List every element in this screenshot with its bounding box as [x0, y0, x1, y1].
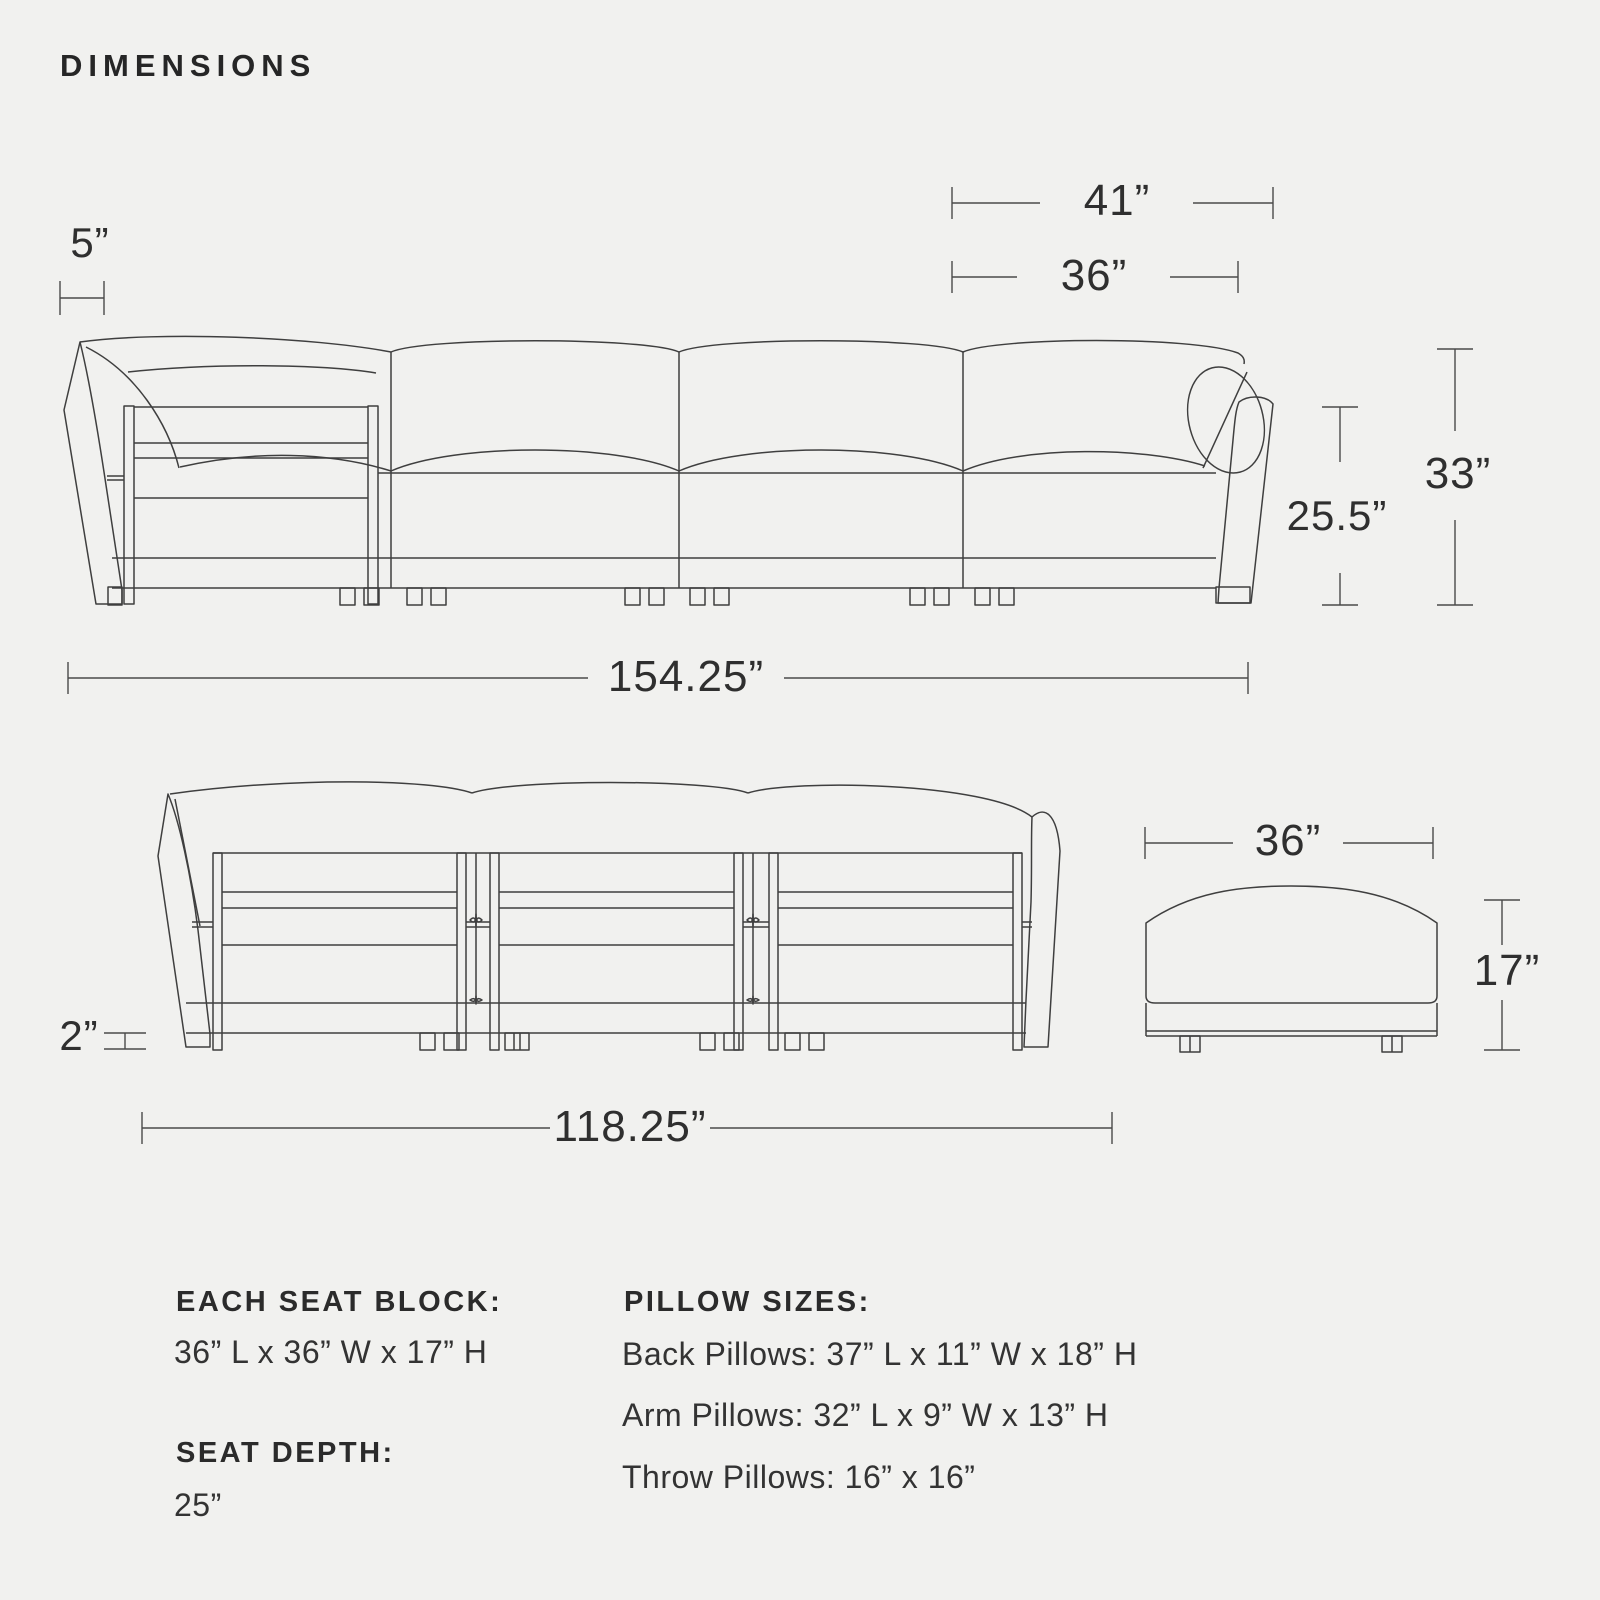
front-bolster-seam [1203, 372, 1247, 468]
sofa-back-view-drawing [158, 782, 1060, 1050]
front-left-arm [64, 342, 122, 604]
ottoman-base [1146, 1003, 1437, 1036]
front-base-lines [112, 558, 1216, 588]
seat-block-heading: EACH SEAT BLOCK: [176, 1286, 503, 1318]
dim-label-36in: 36” [1060, 251, 1128, 300]
back-top-outline [170, 782, 1032, 817]
back-seam-pinches [470, 914, 759, 1004]
front-top-outline [80, 336, 1244, 364]
front-ladder-post-left [124, 406, 134, 604]
seat-block-value: 36” L x 36” W x 17” H [174, 1334, 488, 1370]
dim-label-2in: 2” [59, 1012, 99, 1059]
dim-label-arm-5in: 5” [70, 219, 110, 266]
front-corner-top-seam [128, 366, 376, 373]
front-back-cushion-swoops [180, 450, 1205, 471]
dim-line-2in [104, 1033, 146, 1049]
back-frame3-post-left [769, 853, 778, 1050]
dim-label-154-25in: 154.25” [607, 652, 765, 701]
dim-label-25-5in: 25.5” [1286, 492, 1388, 539]
ottoman-legs [1180, 1036, 1402, 1052]
back-right-arm [1024, 812, 1060, 1047]
back-frame-rails [222, 892, 1013, 945]
front-legs [340, 588, 1014, 605]
dim-label-ottoman-17in: 17” [1473, 946, 1541, 995]
back-connector-bars [192, 922, 1032, 927]
dim-label-118-25in: 118.25” [553, 1102, 707, 1151]
pillow-sizes-throw: Throw Pillows: 16” x 16” [622, 1459, 976, 1495]
ottoman-drawing [1146, 886, 1437, 1052]
front-left-foot [108, 587, 122, 605]
front-right-foot [1216, 587, 1250, 603]
back-base-lines [186, 1003, 1026, 1033]
back-frame2-post-right [734, 853, 743, 1050]
back-left-arm [158, 794, 210, 1047]
seat-depth-value: 25” [174, 1487, 222, 1523]
ottoman-cushion [1146, 886, 1437, 1003]
page-title: DIMENSIONS [60, 48, 317, 83]
back-frame1-post-right [457, 853, 466, 1050]
pillow-sizes-heading: PILLOW SIZES: [624, 1286, 871, 1318]
dim-label-41in: 41” [1083, 176, 1151, 225]
back-frame3-post-right [1013, 853, 1022, 1050]
sofa-front-view-drawing [64, 336, 1276, 605]
front-ladder-rails [134, 407, 368, 498]
back-frame2-post-left [490, 853, 499, 1050]
back-module-seams [476, 853, 753, 1003]
back-left-arm-inner-edge [175, 799, 200, 926]
front-ladder-post-right [368, 406, 378, 604]
dimension-lines [60, 187, 1520, 1144]
back-frame1-post-left [213, 853, 222, 1050]
dim-line-arm-5in [60, 281, 104, 315]
front-arm-connector [107, 476, 124, 480]
pillow-sizes-back: Back Pillows: 37” L x 11” W x 18” H [622, 1336, 1138, 1372]
dim-label-ottoman-36in: 36” [1254, 816, 1322, 865]
dim-label-33in: 33” [1424, 449, 1492, 498]
back-legs [420, 1033, 824, 1050]
pillow-sizes-arm: Arm Pillows: 32” L x 9” W x 13” H [622, 1397, 1109, 1433]
front-bolster-pillow [1176, 358, 1275, 481]
seat-depth-heading: SEAT DEPTH: [176, 1437, 395, 1469]
